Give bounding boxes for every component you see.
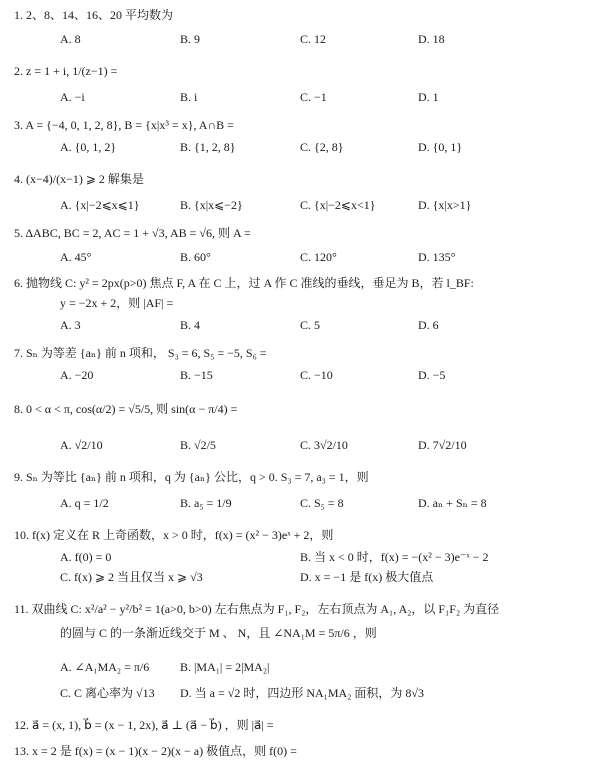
option-d: D. 1	[418, 90, 439, 104]
option-d: D. 135°	[418, 250, 456, 264]
question-stem: 6. 抛物线 C: y² = 2px(p>0) 焦点 F, A 在 C 上，过 A 作 C 准线的垂线，垂足为 B，若 l_BF:	[14, 276, 474, 290]
question-stem-continuation: 的圆与 C 的一条渐近线交于 M 、 N，且 ∠NA₁M = 5π/6 ，则	[60, 626, 377, 640]
question-stem: 5. ΔABC, BC = 2, AC = 1 + √3, AB = √6, 则 A =	[14, 226, 251, 240]
option-c: C. S₅ = 8	[300, 496, 344, 510]
option-a: A. −i	[60, 90, 85, 104]
option-d: D. −5	[418, 368, 446, 382]
option-a: A. 8	[60, 32, 81, 46]
option-b: B. √2/5	[180, 438, 216, 452]
option-b: B. 4	[180, 318, 201, 332]
option-d: D. x = −1 是 f(x) 极大值点	[300, 570, 434, 584]
question-stem: 13. x = 2 是 f(x) = (x − 1)(x − 2)(x − a) 极值点，则 f(0) =	[14, 744, 297, 758]
option-c: C. 3√2/10	[300, 438, 348, 452]
option-a: A. {x|−2⩽x⩽1}	[60, 198, 140, 212]
question-stem: 3. A = {−4, 0, 1, 2, 8}, B = {x|x³ = x}, A∩B =	[14, 118, 234, 132]
option-d: D. 18	[418, 32, 445, 46]
option-b: B. 当 x < 0 时，f(x) = −(x² − 3)e⁻ˣ − 2	[300, 550, 489, 564]
question-stem: 12. a⃗ = (x, 1), b⃗ = (x − 1, 2x), a⃗ ⊥ (a⃗ − b⃗) ，则 |a⃗| =	[14, 718, 274, 732]
option-c: C. 12	[300, 32, 327, 46]
option-d: D. {0, 1}	[418, 140, 463, 154]
option-d: D. 当 a = √2 时，四边形 NA₁MA₂ 面积，为 8√3	[180, 686, 424, 700]
question-stem: 1. 2、8、14、16、20 平均数为	[14, 8, 174, 22]
option-c: C. C 离心率为 √13	[60, 686, 155, 700]
option-a: A. q = 1/2	[60, 496, 109, 510]
question-stem: 9. Sₙ 为等比 {aₙ} 前 n 项和，q 为 {aₙ} 公比，q > 0. S₃ = 7, a₃ = 1，则	[14, 470, 369, 484]
option-a: A. √2/10	[60, 438, 103, 452]
option-b: B. {x|x⩽−2}	[180, 198, 243, 212]
option-b: B. {1, 2, 8}	[180, 140, 236, 154]
question-stem-continuation: y = −2x + 2，则 |AF| =	[60, 296, 174, 310]
option-c: C. f(x) ⩾ 2 当且仅当 x ⩾ √3	[60, 570, 203, 584]
question-stem: 11. 双曲线 C: x²/a² − y²/b² = 1(a>0, b>0) 左右焦点为 F₁, F₂，左右顶点为 A₁, A₂，以 F₁F₂ 为直径	[14, 602, 500, 616]
option-b: B. a₅ = 1/9	[180, 496, 232, 510]
option-d: D. aₙ + Sₙ = 8	[418, 496, 487, 510]
option-d: D. {x|x>1}	[418, 198, 472, 212]
option-a: A. f(0) = 0	[60, 550, 112, 564]
option-b: B. |MA₁| = 2|MA₂|	[180, 660, 270, 674]
option-a: A. 45°	[60, 250, 92, 264]
option-a: A. 3	[60, 318, 81, 332]
question-stem: 8. 0 < α < π, cos(α/2) = √5/5, 则 sin(α − π/4) =	[14, 402, 238, 416]
option-c: C. −1	[300, 90, 327, 104]
question-stem: 4. (x−4)/(x−1) ⩾ 2 解集是	[14, 172, 144, 186]
question-stem: 7. Sₙ 为等差 {aₙ} 前 n 项和， S₃ = 6, S₅ = −5, S₆ =	[14, 346, 267, 360]
option-a: A. {0, 1, 2}	[60, 140, 117, 154]
option-b: B. 60°	[180, 250, 211, 264]
option-b: B. 9	[180, 32, 201, 46]
option-d: D. 7√2/10	[418, 438, 467, 452]
option-a: A. −20	[60, 368, 94, 382]
option-c: C. 5	[300, 318, 321, 332]
option-b: B. −15	[180, 368, 213, 382]
question-stem: 10. f(x) 定义在 R 上奇函数，x > 0 时，f(x) = (x² − 3)eˣ + 2，则	[14, 528, 334, 542]
option-d: D. 6	[418, 318, 439, 332]
option-c: C. {2, 8}	[300, 140, 344, 154]
option-c: C. −10	[300, 368, 333, 382]
option-b: B. i	[180, 90, 198, 104]
option-a: A. ∠A₁MA₂ = π/6	[60, 660, 150, 674]
question-stem: 2. z = 1 + i, 1/(z−1) =	[14, 64, 118, 78]
option-c: C. 120°	[300, 250, 337, 264]
option-c: C. {x|−2⩽x<1}	[300, 198, 376, 212]
